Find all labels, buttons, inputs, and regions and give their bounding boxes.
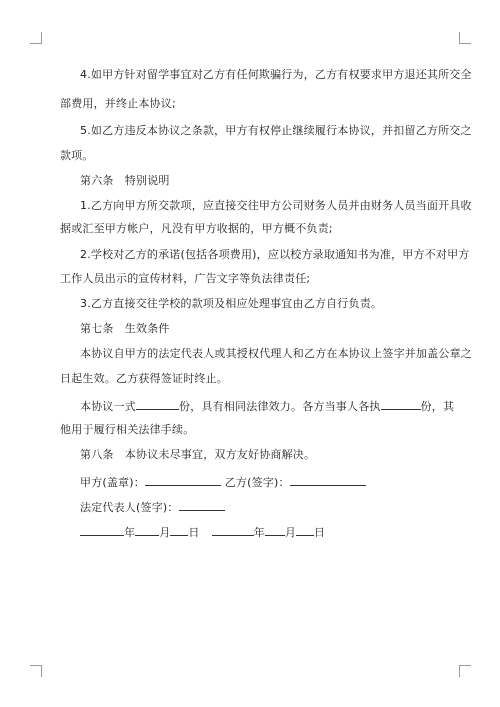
- party-a-seal-blank[interactable]: [145, 474, 221, 486]
- copies-total-blank[interactable]: [136, 398, 179, 410]
- party-b-signature-blank[interactable]: [290, 474, 366, 486]
- month-label-a: 月: [159, 526, 171, 539]
- corner-mark-bottom-right: [459, 665, 471, 677]
- signature-line-legal-rep: [80, 499, 225, 515]
- copies-text-1: 本协议一式: [80, 400, 136, 413]
- clause-5-item-5-line-1: 5.如乙方违反本协议之条款，甲方有权停止继续履行本协议，并扣留乙方所交之: [80, 124, 472, 137]
- article-6-heading: 第六条 特别说明: [80, 174, 170, 187]
- corner-mark-top-left: [30, 32, 42, 44]
- party-b-label: 乙方(签字)：: [224, 476, 290, 489]
- clause-5-item-4-line-1: 4.如甲方针对留学事宜对乙方有任何欺骗行为，乙方有权要求甲方退还其所交全: [80, 68, 472, 81]
- date-month-blank-b[interactable]: [265, 524, 285, 536]
- corner-mark-top-right: [459, 32, 471, 44]
- date-line: [80, 524, 325, 540]
- copies-text-3: 份，其: [420, 400, 455, 413]
- legal-rep-signature-blank[interactable]: [179, 499, 225, 511]
- clause-6-item-2-line-2: 工作人员出示的宣传材料，广告文字等负法律责任;: [60, 272, 311, 285]
- year-label-b: 年: [253, 526, 265, 539]
- clause-5-item-4-line-2: 部费用，并终止本协议;: [60, 97, 176, 110]
- clause-6-item-2-line-1: 2.学校对乙方的承诺(包括各项费用)，应以校方录取通知书为准，甲方不对甲方: [80, 248, 470, 261]
- legal-rep-label: 法定代表人(签字)：: [80, 501, 179, 514]
- day-label-a: 日: [188, 526, 200, 539]
- day-label-b: 日: [314, 526, 326, 539]
- copies-line-2: 他用于履行相关法律手续。: [60, 423, 195, 436]
- clause-6-item-3: 3.乙方直接交往学校的款项及相应处理事宜由乙方自行负责。: [80, 297, 383, 310]
- article-8-text: 第八条 本协议未尽事宜，双方友好协商解决。: [80, 448, 316, 461]
- clause-5-item-5-line-2: 款项。: [60, 149, 94, 162]
- year-label-a: 年: [124, 526, 136, 539]
- clause-7-line-1: 本协议自甲方的法定代表人或其授权代理人和乙方在本协议上签字并加盖公章之: [80, 347, 472, 360]
- signature-line-parties: [80, 474, 366, 490]
- clause-6-item-1-line-1: 1.乙方向甲方所交款项，应直接交往甲方公司财务人员并由财务人员当面开具收: [80, 199, 472, 212]
- date-day-blank-b[interactable]: [296, 524, 314, 536]
- date-year-blank-b[interactable]: [212, 524, 254, 536]
- date-month-blank-a[interactable]: [135, 524, 159, 536]
- date-day-blank-a[interactable]: [170, 524, 188, 536]
- copies-text-2: 份，具有相同法律效力。各方当事人各执: [179, 400, 381, 413]
- copies-each-blank[interactable]: [381, 398, 421, 410]
- clause-6-item-1-line-2: 据或汇至甲方帐户，凡没有甲方收据的，甲方概不负责;: [60, 222, 333, 235]
- copies-line: [80, 398, 454, 414]
- article-7-heading: 第七条 生效条件: [80, 322, 170, 335]
- date-year-blank-a[interactable]: [80, 524, 124, 536]
- month-label-b: 月: [284, 526, 297, 539]
- corner-mark-bottom-left: [30, 665, 42, 677]
- party-a-label: 甲方(盖章)：: [80, 476, 145, 489]
- clause-7-line-2: 日起生效。乙方获得签证时终止。: [60, 372, 228, 385]
